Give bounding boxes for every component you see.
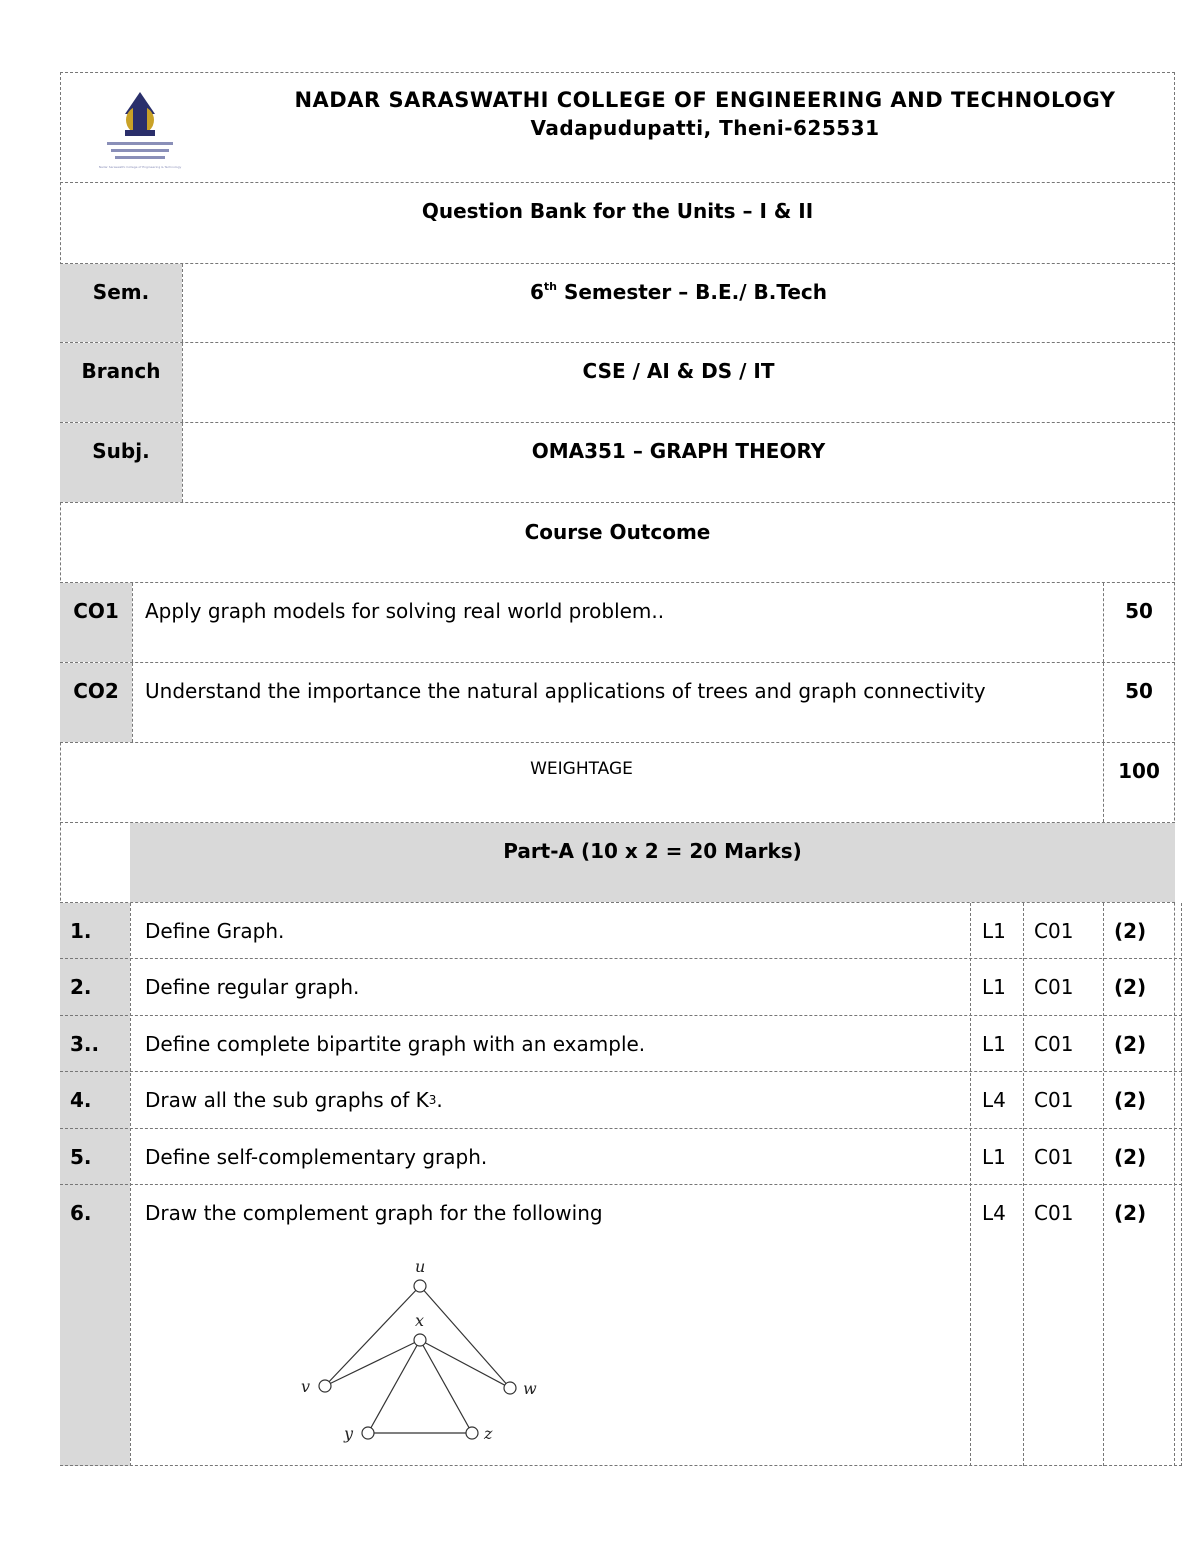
question-level: L1 [982, 1031, 1006, 1056]
question-text: Draw the complement graph for the following [145, 1201, 603, 1225]
college-logo-icon [95, 86, 185, 166]
sem-row [60, 264, 1175, 343]
co-weight: 50 [1125, 679, 1153, 703]
co-description: Understand the importance the natural applications of trees and graph connectivity [145, 679, 986, 703]
question-text-tail: . [436, 1088, 443, 1112]
vertex-v [319, 1380, 331, 1392]
question-co: C01 [1034, 1201, 1074, 1225]
question-level: L1 [982, 918, 1006, 943]
subscript: 3 [428, 1093, 437, 1107]
question-row [60, 1129, 1182, 1185]
question-row [60, 1185, 1182, 1466]
question-marks: (2) [1114, 1031, 1147, 1056]
question-co: C01 [1034, 1031, 1074, 1056]
vertex-label-w: w [523, 1379, 537, 1398]
vertex-label-x: x [415, 1311, 425, 1330]
co-row [60, 663, 1175, 743]
page-title: Question Bank for the Units – I & II [421, 199, 814, 223]
college-address: Vadapudupatti, Theni-625531 [530, 116, 880, 140]
part-a-spacer [60, 823, 130, 902]
vertex-w [504, 1382, 516, 1394]
divider [132, 583, 133, 662]
sem-value [182, 264, 1175, 342]
co-row [60, 583, 1175, 663]
question-text: Define complete bipartite graph with an example. [145, 1031, 646, 1056]
sem-ordinal: 6 [529, 280, 544, 304]
edge-u-w [420, 1286, 510, 1388]
weightage-row [60, 743, 1175, 823]
question-level: L4 [982, 1201, 1006, 1225]
vertex-label-u: u [415, 1257, 426, 1276]
question-number: 5. [70, 1144, 92, 1169]
question-co: C01 [1034, 975, 1074, 999]
branch-value: CSE / AI & DS / IT [582, 359, 775, 383]
question-marks: (2) [1114, 1088, 1147, 1112]
weightage-value: 100 [1118, 759, 1160, 783]
question-table [60, 903, 1182, 1466]
question-text: Define Graph. [145, 918, 285, 943]
vertex-label-v: v [301, 1377, 311, 1396]
question-level: L1 [982, 1144, 1006, 1169]
weightage-label: WEIGHTAGE [530, 759, 633, 779]
vertex-z [466, 1427, 478, 1439]
vertex-label-y: y [344, 1424, 354, 1443]
question-co: C01 [1034, 1144, 1074, 1169]
question-row [60, 1016, 1182, 1072]
co-code: CO1 [60, 583, 132, 662]
vertex-x [414, 1334, 426, 1346]
sem-label: Sem. [60, 264, 182, 342]
question-marks: (2) [1114, 1201, 1147, 1225]
title-row [60, 183, 1175, 264]
question-marks: (2) [1114, 975, 1147, 999]
question-co: C01 [1034, 1088, 1074, 1112]
question-text: Define regular graph. [145, 975, 360, 999]
branch-row [60, 343, 1175, 423]
question-level: L4 [982, 1088, 1006, 1112]
college-name-block [235, 72, 1175, 182]
co-code: CO2 [60, 663, 132, 742]
vertex-u [414, 1280, 426, 1292]
question-text-main: Draw all the sub graphs of K [145, 1088, 429, 1112]
sem-suffix: th [543, 280, 557, 293]
sem-rest: Semester – B.E./ B.Tech [557, 280, 828, 304]
course-outcome-heading-row [60, 503, 1175, 583]
question-row [60, 959, 1182, 1016]
question-marks: (2) [1114, 1144, 1147, 1169]
edge-x-y [368, 1340, 420, 1433]
question-row [60, 1072, 1182, 1129]
question-co: C01 [1034, 918, 1074, 943]
question-number: 6. [70, 1201, 92, 1225]
college-logo [90, 72, 190, 182]
part-a-heading: Part-A (10 x 2 = 20 Marks) [130, 823, 1175, 902]
question-number: 1. [70, 918, 92, 943]
question-text: Define self-complementary graph. [145, 1144, 488, 1169]
co-description: Apply graph models for solving real world problem.. [145, 599, 665, 623]
divider [132, 663, 133, 742]
question-number: 2. [70, 975, 92, 999]
question-number: 3.. [70, 1031, 100, 1056]
question-marks: (2) [1114, 918, 1147, 943]
vertex-y [362, 1427, 374, 1439]
branch-label: Branch [60, 343, 182, 422]
part-a-heading-row [60, 823, 1175, 903]
logo-caption: Nadar Saraswathi College of Engineering & Technology [98, 164, 182, 169]
subject-label: Subj. [60, 423, 182, 502]
subject-value: OMA351 – GRAPH THEORY [531, 439, 826, 463]
vertex-label-z: z [484, 1424, 493, 1443]
question-text [145, 1072, 965, 1128]
question-row [60, 903, 1182, 959]
header-row [60, 72, 1175, 183]
question-level: L1 [982, 975, 1006, 999]
co-weight: 50 [1125, 599, 1153, 623]
course-outcome-heading: Course Outcome [524, 520, 711, 544]
edge-x-v [325, 1340, 420, 1386]
edge-u-v [325, 1286, 420, 1386]
college-name: NADAR SARASWATHI COLLEGE OF ENGINEERING AND TECHNOLOGY [294, 88, 1116, 112]
subject-row [60, 423, 1175, 503]
question-number: 4. [70, 1088, 92, 1112]
graph-figure [285, 1247, 545, 1457]
